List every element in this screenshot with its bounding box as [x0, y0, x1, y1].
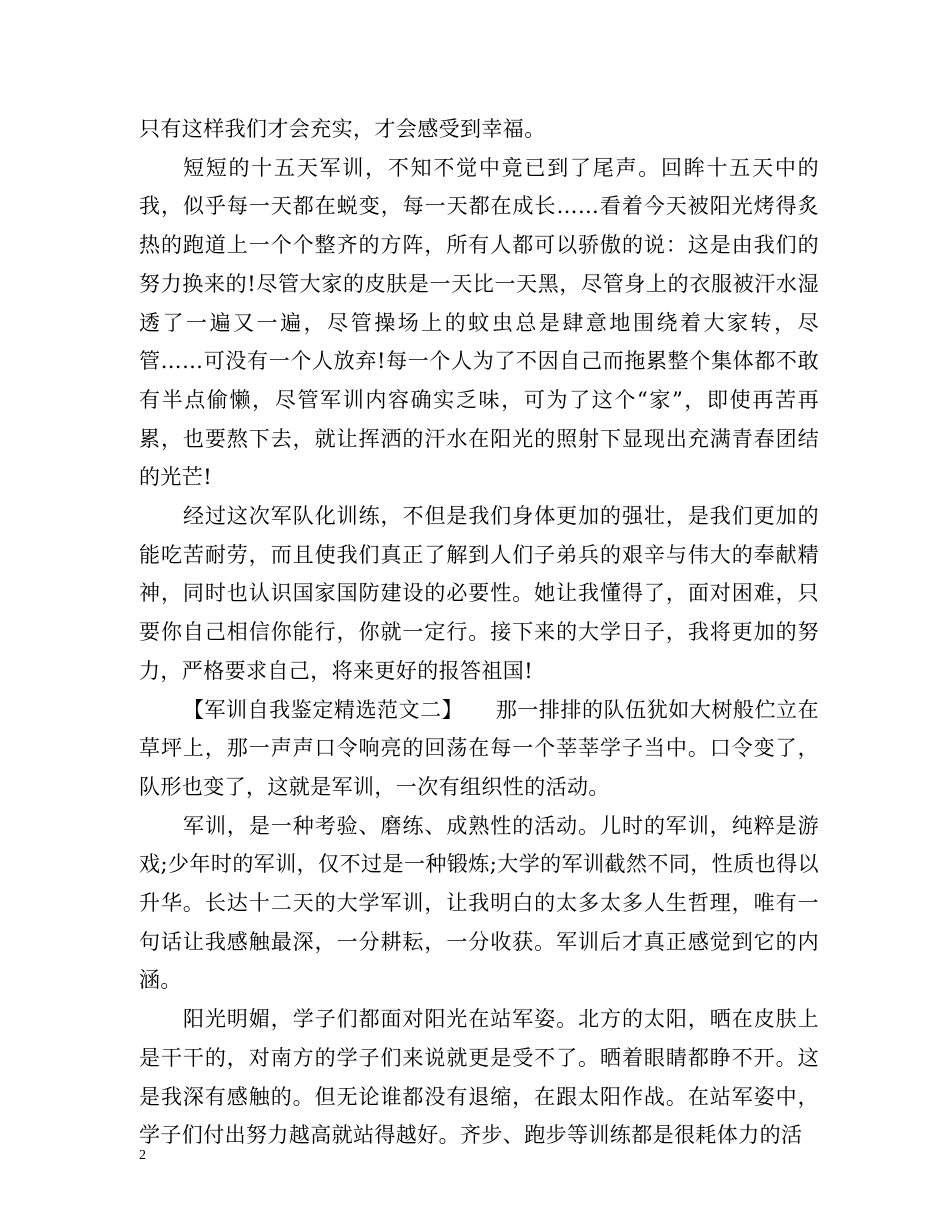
paragraph-training-meaning: 军训，是一种考验、磨练、成熟性的活动。儿时的军训，纯粹是游戏;少年时的军训，仅不过是一种锻炼;大学的军训截然不同，性质也得以升华。长达十二天的大学军训，让我明白的太多太多人生哲理，唯有一句话让我感触最深，一分耕耘，一分收获。军训后才真正感觉到它的内涵。 — [139, 813, 819, 993]
paragraph-sunshine-posture: 阳光明媚，学子们都面对阳光在站军姿。北方的太阳，晒在皮肤上是干干的，对南方的学子们来说就更是受不了。晒着眼睛都睁不开。这是我深有感触的。但无论谁都没有退缩，在跟太阳作战。在站军姿中，学子们付出努力越高就站得越好。齐步、跑步等训练都是很耗体力的活 — [139, 1007, 819, 1148]
paragraph-military-training-end: 短短的十五天军训，不知不觉中竟已到了尾声。回眸十五天中的我，似乎每一天都在蜕变，每一天都在成长……看着今天被阳光烤得炙热的跑道上一个个整齐的方阵，所有人都可以骄傲的说：这是由我们的努力换来的!尽管大家的皮肤是一天比一天黑，尽管身上的衣服被汗水湿透了一遍又一遍，尽管操场上的蚊虫总是肆意地围绕着大家转，尽管……可没有一个人放弃!每一个人为了不因自己而拖累整个集体都不敢有半点偷懒，尽管军训内容确实乏味，可为了这个“家”，即使再苦再累，也要熬下去，就让挥洒的汗水在阳光的照射下显现出充满青春团结的光芒! — [139, 155, 819, 490]
body-text — [139, 110, 819, 1155]
paragraph-continuation: 只有这样我们才会充实，才会感受到幸福。 — [139, 117, 546, 141]
paragraph-sample-two-intro: 【军训自我鉴定精选范文二】 那一排排的队伍犹如大树般伫立在草坪上，那一声声口令响亮的回荡在每一个莘莘学子当中。口令变了，队形也变了，这就是军训，一次有组织性的活动。 — [139, 697, 819, 799]
page-number: 2 — [139, 1148, 146, 1163]
paragraph-training-benefits: 经过这次军队化训练，不但是我们身体更加的强壮，是我们更加的能吃苦耐劳，而且使我们真正了解到人们子弟兵的艰辛与伟大的奉献精神，同时也认识国家国防建设的必要性。她让我懂得了，面对困难，只要你自己相信你能行，你就一定行。接下来的大学日子，我将更加的努力，严格要求自己，将来更好的报答祖国! — [139, 504, 819, 683]
